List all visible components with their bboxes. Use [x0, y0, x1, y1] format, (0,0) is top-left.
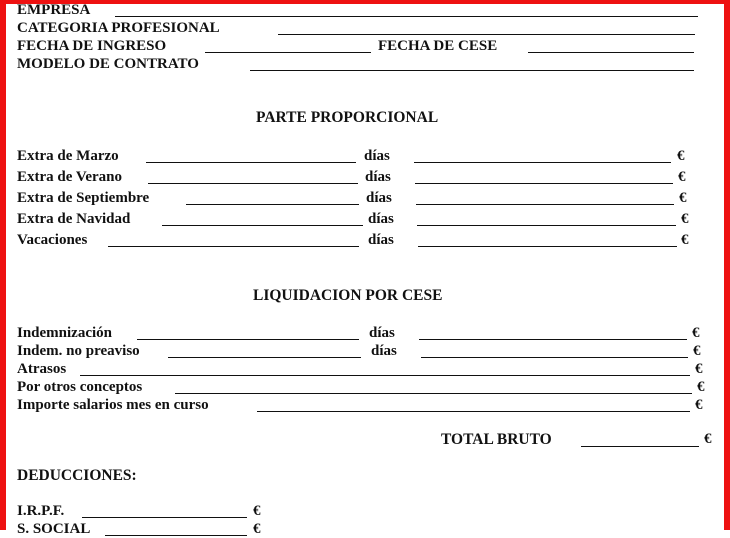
row-label: Importe salarios mes en curso	[17, 397, 209, 413]
empresa-label: EMPRESA	[17, 2, 91, 18]
row-label: Indemnización	[17, 325, 113, 341]
amount-field[interactable]	[418, 246, 677, 247]
euro-label: €	[681, 232, 689, 248]
dias-label: días	[366, 190, 392, 206]
amount-field[interactable]	[175, 393, 692, 394]
modelo-contrato-label: MODELO DE CONTRATO	[17, 56, 199, 72]
days-field[interactable]	[162, 225, 363, 226]
deducciones-heading: DEDUCCIONES:	[17, 467, 137, 484]
euro-label: €	[704, 431, 712, 447]
seguridad-social-field[interactable]	[105, 535, 247, 536]
amount-field[interactable]	[414, 162, 671, 163]
row-label: S. SOCIAL	[17, 521, 91, 537]
parte-proporcional-heading: PARTE PROPORCIONAL	[256, 109, 439, 126]
total-bruto-label: TOTAL BRUTO	[441, 431, 552, 448]
euro-label: €	[693, 343, 701, 359]
fecha-ingreso-field[interactable]	[205, 52, 371, 53]
euro-label: €	[677, 148, 685, 164]
days-field[interactable]	[186, 204, 359, 205]
amount-field[interactable]	[257, 411, 690, 412]
euro-label: €	[692, 325, 700, 341]
dias-label: días	[364, 148, 390, 164]
euro-label: €	[697, 379, 705, 395]
days-field[interactable]	[146, 162, 356, 163]
euro-label: €	[678, 169, 686, 185]
empresa-field[interactable]	[115, 16, 698, 17]
row-label: Por otros conceptos	[17, 379, 143, 395]
amount-field[interactable]	[421, 357, 688, 358]
dias-label: días	[368, 211, 394, 227]
euro-label: €	[695, 397, 703, 413]
categoria-field[interactable]	[278, 34, 695, 35]
fecha-cese-label: FECHA DE CESE	[378, 38, 498, 54]
dias-label: días	[369, 325, 395, 341]
modelo-contrato-field[interactable]	[250, 70, 694, 71]
euro-label: €	[679, 190, 687, 206]
row-label: Extra de Septiembre	[17, 190, 150, 206]
fecha-cese-field[interactable]	[528, 52, 694, 53]
row-label: Atrasos	[17, 361, 67, 377]
days-field[interactable]	[108, 246, 359, 247]
dias-label: días	[371, 343, 397, 359]
amount-field[interactable]	[415, 183, 673, 184]
row-label: Extra de Verano	[17, 169, 122, 185]
euro-label: €	[695, 361, 703, 377]
dias-label: días	[365, 169, 391, 185]
irpf-field[interactable]	[82, 517, 247, 518]
amount-field[interactable]	[419, 339, 687, 340]
amount-field[interactable]	[417, 225, 676, 226]
total-bruto-field[interactable]	[581, 446, 699, 447]
amount-field[interactable]	[80, 375, 690, 376]
fecha-ingreso-label: FECHA DE INGRESO	[17, 38, 167, 54]
row-label: Indem. no preaviso	[17, 343, 140, 359]
euro-label: €	[253, 521, 261, 537]
euro-label: €	[681, 211, 689, 227]
row-label: Vacaciones	[17, 232, 88, 248]
row-label: Extra de Navidad	[17, 211, 131, 227]
euro-label: €	[253, 503, 261, 519]
row-label: I.R.P.F.	[17, 503, 65, 519]
days-field[interactable]	[148, 183, 358, 184]
days-field[interactable]	[137, 339, 359, 340]
liquidacion-heading: LIQUIDACION POR CESE	[253, 287, 443, 304]
amount-field[interactable]	[416, 204, 674, 205]
days-field[interactable]	[168, 357, 361, 358]
dias-label: días	[368, 232, 394, 248]
categoria-label: CATEGORIA PROFESIONAL	[17, 20, 220, 36]
row-label: Extra de Marzo	[17, 148, 119, 164]
